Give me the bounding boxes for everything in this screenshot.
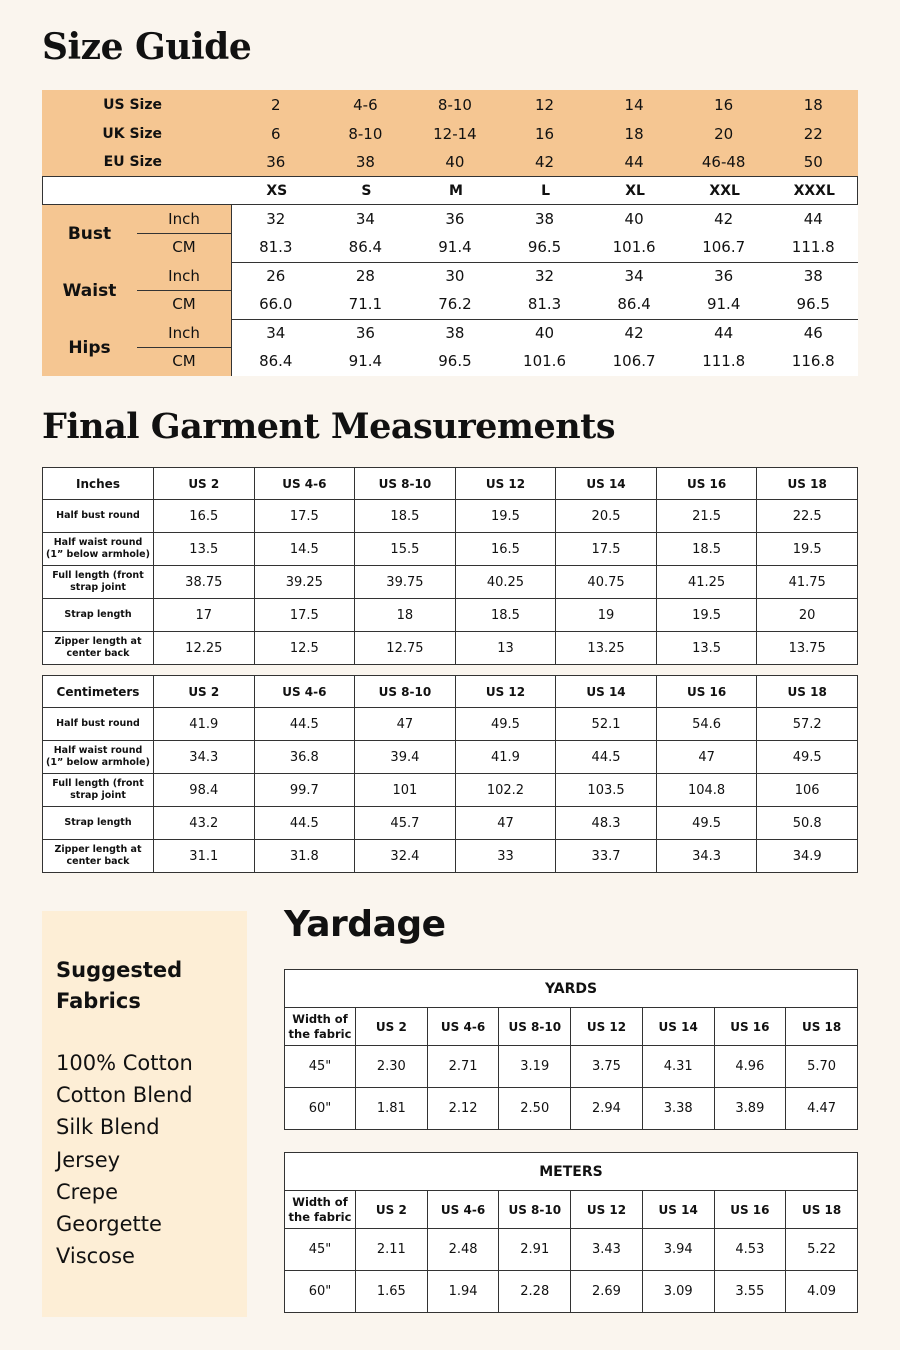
table-row — [43, 533, 858, 566]
fabric-width: 60" — [285, 1271, 356, 1313]
measurement-value: 17.5 — [254, 500, 355, 533]
size-header: US 4-6 — [427, 1191, 499, 1229]
unit-cm-label: CM — [172, 352, 196, 370]
measurement-value: 40 — [624, 210, 644, 228]
measurement-value: 32.4 — [355, 840, 456, 873]
measurement-value: 32 — [534, 267, 555, 285]
yardage-value: 4.47 — [786, 1088, 858, 1130]
size-value: 18 — [803, 96, 823, 114]
measurement-value: 116.8 — [791, 352, 835, 370]
table-header-row — [43, 676, 858, 708]
measurement-value: 52.1 — [556, 708, 657, 741]
width-header: Width of the fabric — [285, 1191, 356, 1229]
measurement-value: 98.4 — [154, 774, 255, 807]
letter-size: S — [361, 182, 372, 199]
measurement-value: 19.5 — [455, 500, 556, 533]
yardage-value: 5.70 — [786, 1046, 858, 1088]
measurement-label: Zipper length at center back — [43, 840, 154, 873]
measurement-value: 96.5 — [796, 295, 830, 313]
fabric-width: 60" — [285, 1088, 356, 1130]
table-row — [43, 840, 858, 873]
table-row — [43, 741, 858, 774]
yardage-value: 2.11 — [356, 1229, 428, 1271]
measurement-value: 102.2 — [455, 774, 556, 807]
unit-divider — [137, 233, 231, 234]
size-header: US 12 — [571, 1191, 643, 1229]
measurement-value: 12.25 — [154, 632, 255, 665]
size-value: 50 — [803, 153, 823, 171]
table-row — [43, 632, 858, 665]
measurement-value: 20 — [757, 599, 858, 632]
yardage-value: 3.43 — [571, 1229, 643, 1271]
measurement-value: 46 — [803, 324, 823, 342]
size-values — [231, 125, 858, 143]
size-system-label: US Size — [103, 97, 162, 113]
size-header: US 12 — [571, 1008, 643, 1046]
measurement-label: Half waist round (1” below armhole) — [43, 741, 154, 774]
measurement-value: 21.5 — [656, 500, 757, 533]
size-values — [231, 153, 858, 171]
measurement-value: 106.7 — [702, 238, 746, 256]
yardage-value: 2.48 — [427, 1229, 499, 1271]
measurement-value: 36 — [714, 267, 734, 285]
measurement-value: 38 — [445, 324, 465, 342]
yardage-value: 2.91 — [499, 1229, 571, 1271]
measurement-value: 49.5 — [656, 807, 757, 840]
measurement-value: 26 — [266, 267, 286, 285]
yardage-value: 3.55 — [714, 1271, 786, 1313]
measurement-value: 49.5 — [455, 708, 556, 741]
size-header: US 2 — [154, 676, 255, 708]
size-header: US 14 — [642, 1191, 714, 1229]
inch-values-row — [231, 262, 858, 290]
fabric-width: 45" — [285, 1046, 356, 1088]
size-value: 16 — [534, 124, 555, 143]
measurement-value: 96.5 — [527, 238, 562, 256]
table-row — [285, 1271, 858, 1313]
size-value: 6 — [271, 124, 281, 143]
yardage-value: 2.71 — [427, 1046, 499, 1088]
size-header: US 2 — [356, 1008, 428, 1046]
yardage-value: 1.65 — [356, 1271, 428, 1313]
measurement-value: 42 — [624, 324, 644, 342]
suggested-fabrics-panel — [42, 911, 247, 1317]
fabric-item: Viscose — [56, 1244, 135, 1269]
yardage-title: Yardage — [284, 904, 446, 945]
size-header: US 8-10 — [499, 1008, 571, 1046]
measurement-value: 16.5 — [455, 533, 556, 566]
group-divider — [231, 319, 858, 320]
measurement-label: Full length (front strap joint — [43, 774, 154, 807]
measurement-label: Full length (front strap joint — [43, 566, 154, 599]
measurement-value: 13.5 — [154, 533, 255, 566]
size-values — [231, 96, 858, 114]
table-row — [285, 1046, 858, 1088]
fabrics-title: Suggested Fabrics — [56, 958, 183, 1013]
garment-inches-table — [42, 467, 858, 665]
measurement-name: Waist — [62, 280, 117, 301]
measurement-name: Hips — [68, 337, 111, 358]
measurement-value: 13.5 — [656, 632, 757, 665]
yardage-value: 3.09 — [642, 1271, 714, 1313]
size-system-row — [42, 120, 858, 148]
unit-cm-label: CM — [172, 295, 196, 313]
table-row — [43, 500, 858, 533]
measurement-value: 41.9 — [455, 741, 556, 774]
measurement-value: 14.5 — [254, 533, 355, 566]
measurement-value: 16.5 — [154, 500, 255, 533]
measurement-value: 96.5 — [438, 352, 472, 370]
size-header: US 16 — [656, 676, 757, 708]
measurement-value: 38 — [803, 267, 823, 285]
measurement-value: 81.3 — [527, 295, 562, 313]
measurement-value: 101 — [355, 774, 456, 807]
measurement-value: 12.5 — [254, 632, 355, 665]
measurement-value: 41.25 — [656, 566, 757, 599]
size-value: 16 — [714, 96, 734, 114]
cm-values-row — [231, 347, 858, 375]
measurement-value: 39.25 — [254, 566, 355, 599]
size-header: US 12 — [455, 468, 556, 500]
measurement-value: 106 — [757, 774, 858, 807]
size-value: 18 — [624, 124, 644, 143]
measurement-label: Zipper length at center back — [43, 632, 154, 665]
yardage-value: 2.69 — [571, 1271, 643, 1313]
table-header-row — [285, 1008, 858, 1046]
measurement-value: 18.5 — [455, 599, 556, 632]
size-header: US 8-10 — [355, 676, 456, 708]
measurement-value: 86.4 — [617, 295, 651, 313]
measurement-value: 44 — [714, 324, 734, 342]
measurement-label: Half waist round (1” below armhole) — [43, 533, 154, 566]
measurement-value: 39.75 — [355, 566, 456, 599]
yardage-value: 3.94 — [642, 1229, 714, 1271]
measurement-value: 104.8 — [656, 774, 757, 807]
size-value: 14 — [624, 96, 644, 114]
yardage-value: 1.81 — [356, 1088, 428, 1130]
yardage-value: 4.09 — [786, 1271, 858, 1313]
measurement-value: 19.5 — [656, 599, 757, 632]
size-value: 44 — [624, 153, 644, 171]
measurement-value: 41.9 — [154, 708, 255, 741]
yardage-value: 2.12 — [427, 1088, 499, 1130]
measurement-value: 76.2 — [438, 295, 472, 313]
measurement-value: 31.8 — [254, 840, 355, 873]
size-header: US 2 — [154, 468, 255, 500]
measurement-value: 50.8 — [757, 807, 858, 840]
measurement-value: 17.5 — [254, 599, 355, 632]
letter-size: M — [448, 182, 463, 199]
letter-size-row — [42, 176, 858, 205]
measurement-value: 41.75 — [757, 566, 858, 599]
size-guide-title: Size Guide — [42, 26, 252, 68]
measurement-value: 34 — [355, 210, 375, 228]
unit-header: Inches — [43, 468, 154, 500]
measurement-label: Strap length — [43, 807, 154, 840]
measurement-value: 18.5 — [355, 500, 456, 533]
size-value: 40 — [445, 153, 465, 171]
size-header: US 2 — [356, 1191, 428, 1229]
measurement-value: 101.6 — [523, 352, 566, 370]
yardage-value: 2.50 — [499, 1088, 571, 1130]
size-header: US 4-6 — [427, 1008, 499, 1046]
size-value: 12 — [534, 96, 555, 114]
measurement-value: 99.7 — [254, 774, 355, 807]
size-system-label: UK Size — [102, 125, 162, 142]
measurement-value: 34.9 — [757, 840, 858, 873]
table-header-row — [285, 1191, 858, 1229]
fabric-item: Jersey — [56, 1147, 121, 1172]
size-value: 46-48 — [701, 153, 746, 171]
fabric-item: Silk Blend — [56, 1115, 160, 1140]
measurement-value: 28 — [355, 267, 375, 285]
measurement-value: 32 — [266, 210, 286, 228]
yardage-value: 4.96 — [714, 1046, 786, 1088]
garment-centimeters-table — [42, 675, 858, 873]
yardage-value: 2.30 — [356, 1046, 428, 1088]
fabrics-list — [56, 1047, 193, 1272]
measurement-value: 44 — [803, 210, 823, 228]
measurement-label: Half bust round — [43, 500, 154, 533]
fabric-item: Crepe — [56, 1179, 119, 1204]
size-value: 4-6 — [353, 96, 378, 114]
measurement-value: 34 — [624, 267, 644, 285]
size-system-label: EU Size — [103, 154, 162, 170]
fabric-width: 45" — [285, 1229, 356, 1271]
measurement-value: 44.5 — [254, 708, 355, 741]
size-header: US 12 — [455, 676, 556, 708]
size-value: 8-10 — [348, 124, 383, 143]
measurement-value: 48.3 — [556, 807, 657, 840]
size-header: US 8-10 — [355, 468, 456, 500]
measurement-value: 12.75 — [355, 632, 456, 665]
measurement-value: 19 — [556, 599, 657, 632]
measurement-value: 40 — [534, 324, 555, 342]
yardage-value: 4.31 — [642, 1046, 714, 1088]
size-header: US 8-10 — [499, 1191, 571, 1229]
meters-caption: METERS — [285, 1153, 858, 1191]
table-row — [285, 1229, 858, 1271]
measurement-value: 45.7 — [355, 807, 456, 840]
measurement-value: 31.1 — [154, 840, 255, 873]
measurement-value: 91.4 — [706, 295, 741, 313]
measurement-value: 13.25 — [556, 632, 657, 665]
measurement-value: 43.2 — [154, 807, 255, 840]
yardage-meters-table — [284, 1152, 858, 1313]
measurement-value: 22.5 — [757, 500, 858, 533]
measurement-group — [42, 262, 858, 319]
measurement-group — [42, 205, 858, 262]
yardage-value: 2.28 — [499, 1271, 571, 1313]
size-value: 38 — [355, 153, 375, 171]
yardage-value: 3.38 — [642, 1088, 714, 1130]
yardage-value: 3.19 — [499, 1046, 571, 1088]
measurement-label: Half bust round — [43, 708, 154, 741]
measurement-value: 19.5 — [757, 533, 858, 566]
measurement-value: 40.75 — [556, 566, 657, 599]
final-garment-title: Final Garment Measurements — [42, 406, 616, 447]
size-header: US 14 — [556, 468, 657, 500]
measurement-value: 18.5 — [656, 533, 757, 566]
measurement-name: Bust — [67, 223, 112, 244]
measurement-value: 34.3 — [656, 840, 757, 873]
measurement-value: 17.5 — [556, 533, 657, 566]
measurement-value: 15.5 — [355, 533, 456, 566]
letter-size: XS — [266, 182, 288, 199]
measurement-value: 71.1 — [348, 295, 383, 313]
measurement-value: 49.5 — [757, 741, 858, 774]
measurement-value: 42 — [714, 210, 734, 228]
size-guide-table — [42, 90, 858, 376]
measurement-value: 86.4 — [348, 238, 383, 256]
fabric-item: 100% Cotton — [56, 1051, 193, 1075]
unit-header: Centimeters — [43, 676, 154, 708]
measurement-value: 20.5 — [556, 500, 657, 533]
yards-caption: YARDS — [285, 970, 858, 1008]
inch-values-row — [231, 319, 858, 347]
letter-size: XXXL — [793, 182, 835, 199]
measurement-value: 44.5 — [556, 741, 657, 774]
measurement-value: 47 — [656, 741, 757, 774]
measurement-value: 44.5 — [254, 807, 355, 840]
measurement-value: 111.8 — [702, 352, 746, 370]
width-header: Width of the fabric — [285, 1008, 356, 1046]
inch-values-row — [231, 205, 858, 233]
measurement-value: 36.8 — [254, 741, 355, 774]
letter-size: L — [541, 182, 550, 199]
group-divider — [231, 262, 858, 263]
measurement-value: 47 — [355, 708, 456, 741]
measurement-group — [42, 319, 858, 376]
table-row — [43, 708, 858, 741]
letter-size: XXL — [709, 182, 740, 199]
measurement-value: 54.6 — [656, 708, 757, 741]
size-header: US 4-6 — [254, 468, 355, 500]
unit-cm-label: CM — [172, 238, 196, 256]
size-header: US 14 — [556, 676, 657, 708]
cm-values-row — [231, 290, 858, 318]
table-row — [43, 566, 858, 599]
size-header: US 18 — [757, 676, 858, 708]
fabric-item: Georgette — [56, 1212, 162, 1237]
size-system-row — [42, 91, 858, 119]
measurement-value: 106.7 — [612, 352, 656, 370]
measurement-value: 40.25 — [455, 566, 556, 599]
size-value: 12-14 — [433, 124, 477, 143]
measurement-value: 103.5 — [556, 774, 657, 807]
table-row — [43, 599, 858, 632]
measurement-value: 91.4 — [438, 238, 472, 256]
size-header: US 18 — [757, 468, 858, 500]
measurement-value: 36 — [355, 324, 375, 342]
measurement-value: 30 — [445, 267, 465, 285]
measurement-value: 33 — [455, 840, 556, 873]
yardage-yards-table — [284, 969, 858, 1130]
size-header: US 18 — [786, 1008, 858, 1046]
table-header-row — [43, 468, 858, 500]
yardage-value: 4.53 — [714, 1229, 786, 1271]
table-row — [43, 807, 858, 840]
size-value: 8-10 — [437, 96, 472, 114]
measurement-value: 13 — [455, 632, 556, 665]
size-value: 42 — [534, 153, 555, 171]
size-header: US 14 — [642, 1008, 714, 1046]
measurement-value: 13.75 — [757, 632, 858, 665]
measurement-value: 34 — [266, 324, 286, 342]
measurement-value: 17 — [154, 599, 255, 632]
measurement-value: 33.7 — [556, 840, 657, 873]
yardage-value: 1.94 — [427, 1271, 499, 1313]
cm-values-row — [231, 233, 858, 261]
size-value: 22 — [803, 124, 823, 143]
size-value: 2 — [271, 96, 281, 114]
measurement-value: 38.75 — [154, 566, 255, 599]
unit-divider — [137, 347, 231, 348]
measurement-value: 91.4 — [348, 352, 383, 370]
measurement-value: 81.3 — [259, 238, 293, 256]
size-header: US 16 — [714, 1191, 786, 1229]
measurement-value: 47 — [455, 807, 556, 840]
size-header: US 18 — [786, 1191, 858, 1229]
yardage-value: 5.22 — [786, 1229, 858, 1271]
unit-divider — [137, 290, 231, 291]
unit-inch-label: Inch — [168, 210, 200, 228]
table-row — [43, 774, 858, 807]
size-value: 36 — [266, 153, 286, 171]
size-system-row — [42, 148, 858, 176]
letter-size: XL — [625, 182, 645, 199]
measurement-value: 86.4 — [259, 352, 293, 370]
measurement-value: 66.0 — [259, 295, 293, 313]
size-header: US 16 — [714, 1008, 786, 1046]
size-value: 20 — [714, 124, 734, 143]
measurement-value: 38 — [534, 210, 555, 228]
unit-inch-label: Inch — [168, 324, 200, 342]
fabric-item: Cotton Blend — [56, 1083, 193, 1108]
measurement-value: 57.2 — [757, 708, 858, 741]
unit-inch-label: Inch — [168, 267, 200, 285]
measurement-label: Strap length — [43, 599, 154, 632]
measurement-value: 101.6 — [612, 238, 656, 256]
yardage-value: 3.89 — [714, 1088, 786, 1130]
yardage-value: 3.75 — [571, 1046, 643, 1088]
size-header: US 16 — [656, 468, 757, 500]
measurement-value: 36 — [445, 210, 465, 228]
measurement-value: 18 — [355, 599, 456, 632]
measurement-value: 39.4 — [355, 741, 456, 774]
measurement-value: 111.8 — [791, 238, 835, 256]
table-row — [285, 1088, 858, 1130]
size-header: US 4-6 — [254, 676, 355, 708]
measurement-value: 34.3 — [154, 741, 255, 774]
yardage-value: 2.94 — [571, 1088, 643, 1130]
